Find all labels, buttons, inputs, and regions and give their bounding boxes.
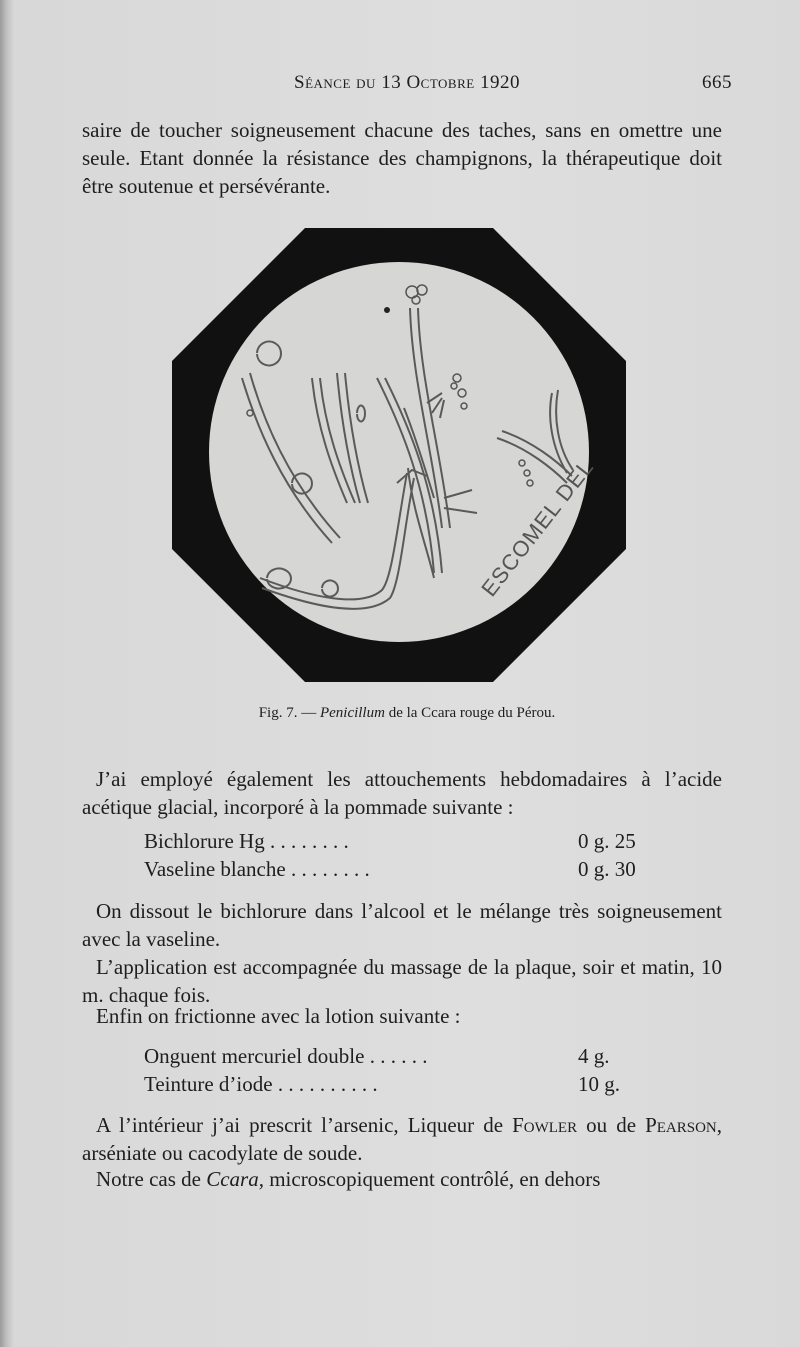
ingredient-qty: 0 g. 25: [578, 829, 636, 853]
author-name-pearson: Pearson: [645, 1113, 717, 1137]
ingredient-name: Bichlorure Hg . . . . . . . .: [144, 829, 349, 853]
ingredient-qty: 4 g.: [578, 1044, 610, 1068]
running-title: Séance du 13 Octobre 1920: [294, 72, 520, 93]
recipe-row: [144, 1042, 664, 1070]
artist-signature: ESCOMEL DEL: [476, 454, 599, 602]
ingredient-qty: 0 g. 30: [578, 857, 636, 881]
paragraph-7: Notre cas de Ccara, microscopiquement contrôlé, en dehors: [96, 1167, 601, 1191]
recipe-list-2: [144, 1042, 664, 1098]
ingredient-name: Onguent mercuriel double . . . . . .: [144, 1044, 428, 1068]
paragraph-3: On dissout le bichlorure dans l’alcool et le mélange très soigneusement avec la vaseline.: [82, 899, 722, 951]
page-header: [82, 72, 732, 102]
paragraph-top: saire de toucher soigneusement chacune des taches, sans en omettre une seule. Etant donnée la résistance des champignons, la thérapeutique doit être soutenue et persévérante.: [82, 118, 722, 198]
figure-caption: [82, 705, 732, 722]
recipe-row: [144, 1070, 664, 1098]
term-ccara: Ccara,: [206, 1167, 264, 1191]
ingredient-name: Teinture d’iode . . . . . . . . . .: [144, 1072, 378, 1096]
caption-species: Penicillum: [319, 705, 385, 721]
recipe-row: [144, 855, 664, 883]
paragraph-2: J’ai employé également les attouchements hebdomadaires à l’acide acétique glacial, incorporé à la pommade suivante :: [82, 767, 722, 819]
ink-dot: [384, 307, 390, 313]
microscope-field: [209, 262, 589, 642]
caption-suffix: de la Ccara rouge du Pérou.: [384, 705, 556, 721]
recipe-list-1: [144, 827, 664, 883]
author-name-fowler: Fowler: [512, 1113, 578, 1137]
paragraph-6: A l’intérieur j’ai prescrit l’arsenic, Liqueur de Fowler ou de Pearson, arséniate ou cacodylate de soude.: [82, 1113, 722, 1165]
page-number: 665: [702, 72, 732, 93]
caption-prefix: Fig. 7. —: [258, 705, 320, 721]
ingredient-qty: 10 g.: [578, 1072, 620, 1096]
ingredient-name: Vaseline blanche . . . . . . . .: [144, 857, 370, 881]
paragraph-4: L’application est accompagnée du massage de la plaque, soir et matin, 10 m. chaque fois.: [82, 955, 722, 1007]
paragraph-5: Enfin on frictionne avec la lotion suivante :: [96, 1004, 461, 1028]
recipe-row: [144, 827, 664, 855]
microscope-figure: [172, 228, 626, 682]
